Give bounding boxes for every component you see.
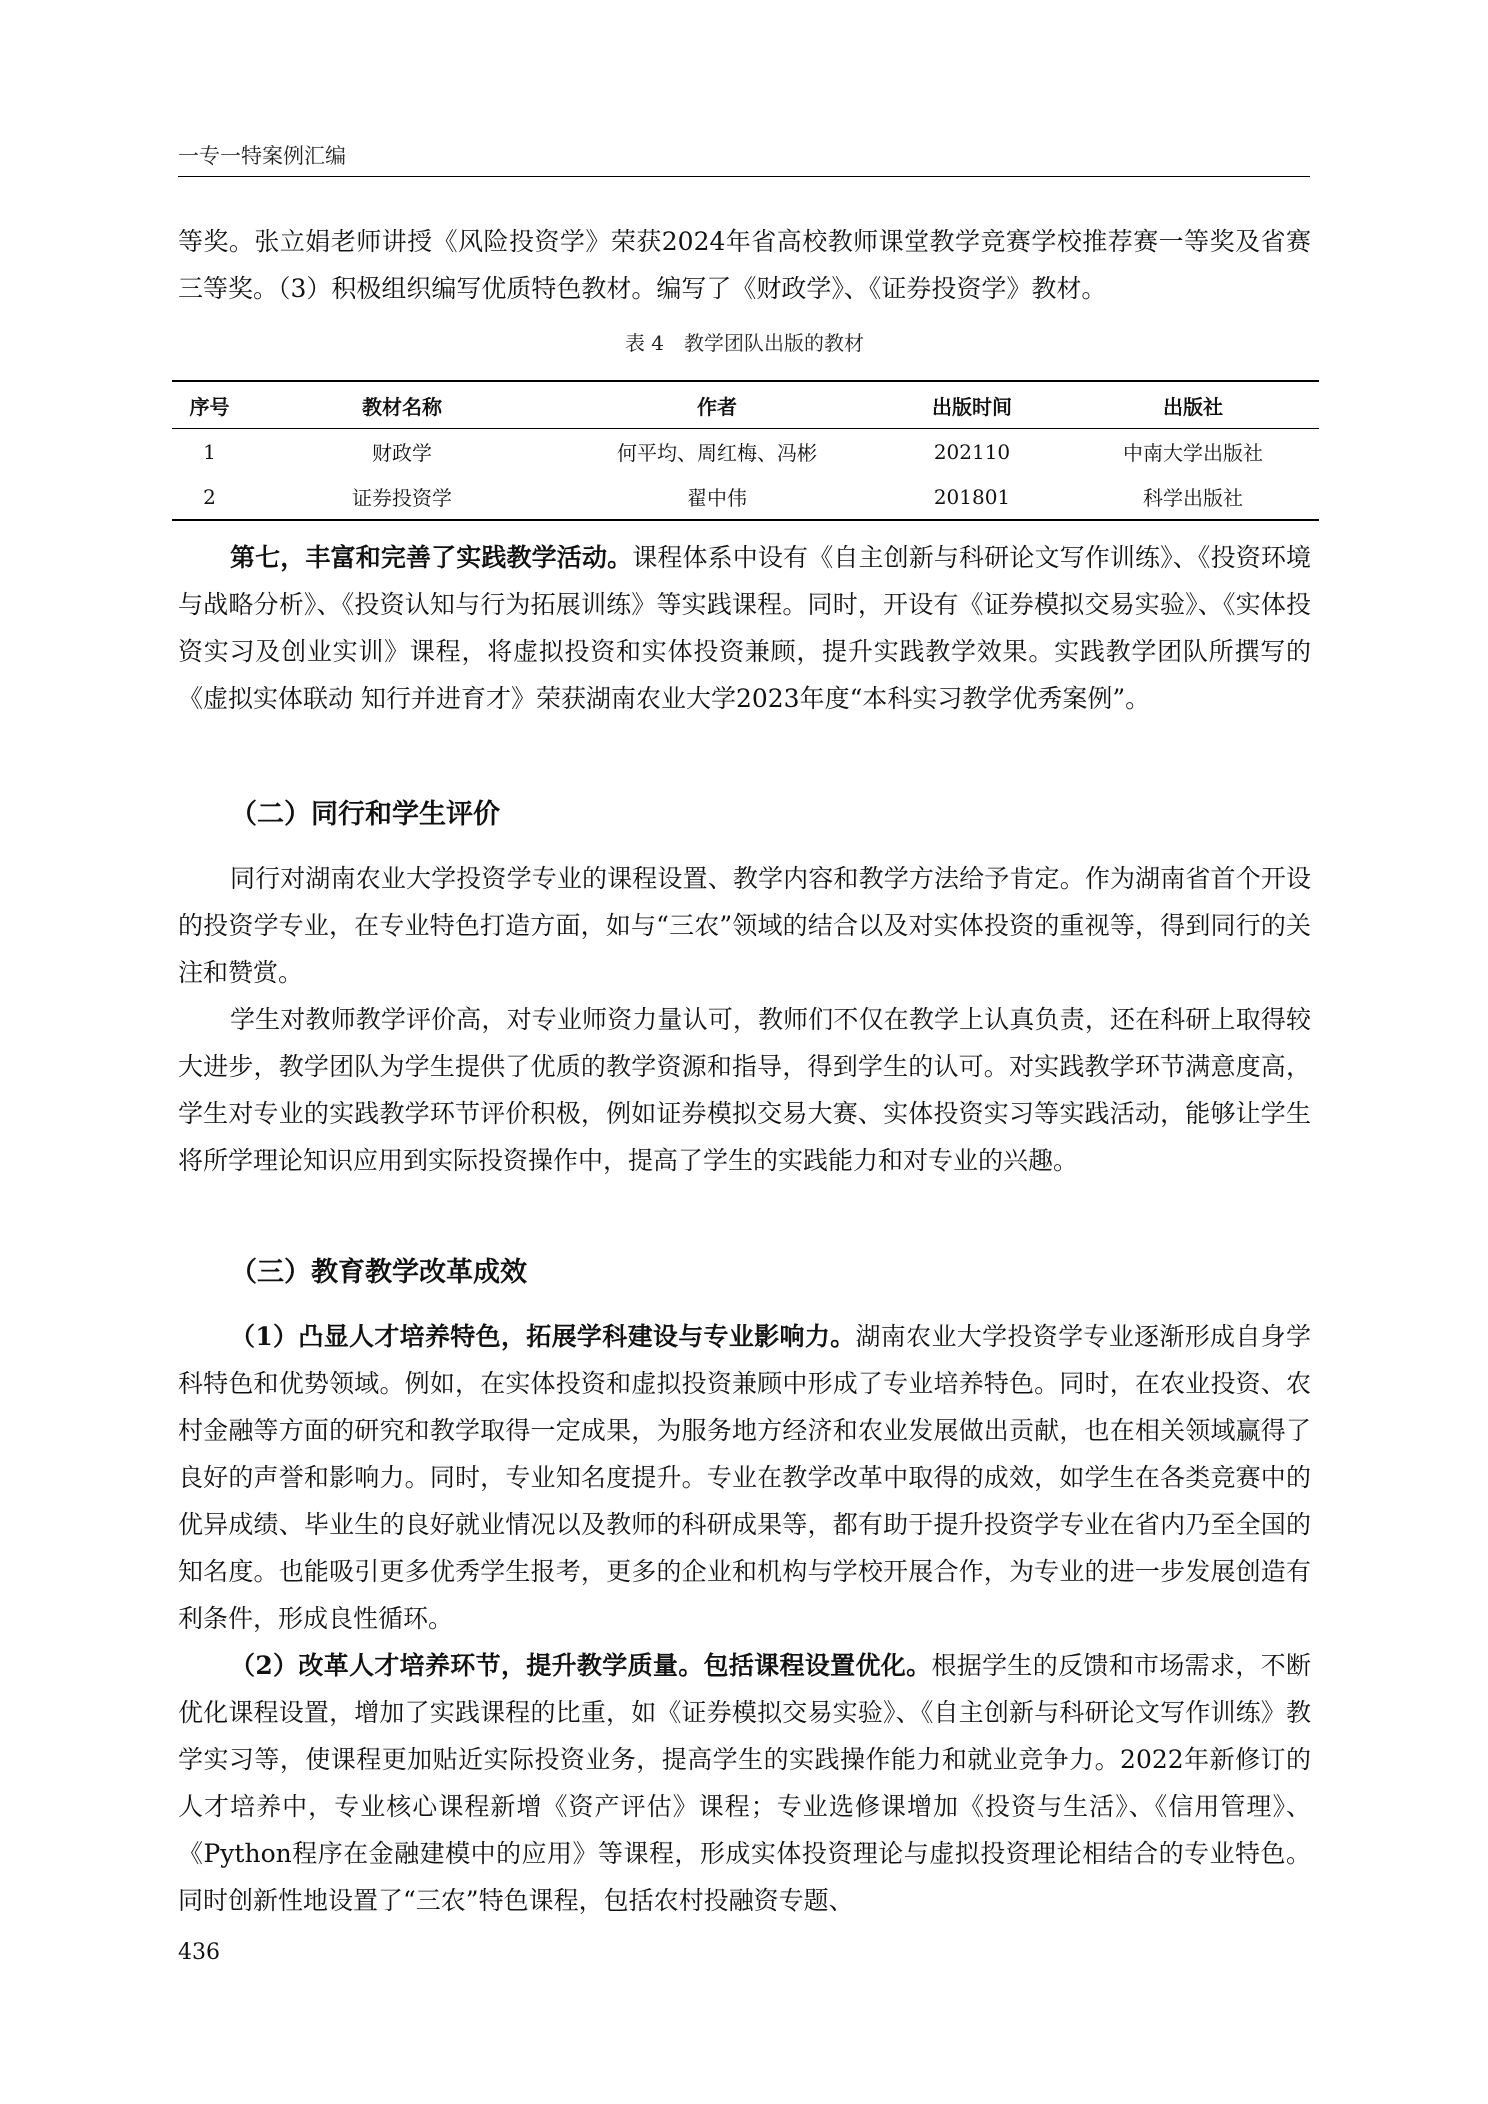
table-row: [172, 474, 1319, 520]
textbook-table: [172, 380, 1319, 521]
students-paragraph: 学生对教师教学评价高，对专业师资力量认可，教师们不仅在教学上认真负责，还在科研上取得较大进步，教学团队为学生提供了优质的教学资源和指导，得到学生的认可。对实践教学环节满意度高，学生对专业的实践教学环节评价积极，例如证券模拟交易大赛、实体投资实习等实践活动，能够让学生将所学理论知识应用到实际投资操作中，提高了学生的实践能力和对专业的兴趣。: [178, 1005, 1311, 1175]
section7-paragraph: [178, 534, 1311, 722]
reform1-body: 湖南农业大学投资学专业逐渐形成自身学科特色和优势领域。例如，在实体投资和虚拟投资兼顾中形成了专业培养特色。同时，在农业投资、农村金融等方面的研究和教学取得一定成果，为服务地方经济和农业发展做出贡献，也在相关领域赢得了良好的声誉和影响力。同时，专业知名度提升。专业在教学改革中取得的成效，如学生在各类竞赛中的优异成绩、毕业生的良好就业情况以及教师的科研成果等，都有助于提升投资学专业在省内乃至全国的知名度。也能吸引更多优秀学生报考，更多的企业和机构与学校开展合作，为专业的进一步发展创造有利条件，形成良性循环。: [178, 1322, 1311, 1633]
table-cell: 证券投资学: [247, 474, 557, 520]
reform2-paragraph: [178, 1642, 1311, 1924]
running-header: 一专一特案例汇编: [178, 140, 1310, 177]
table-cell: 中南大学出版社: [1123, 441, 1263, 465]
peer-paragraph: 同行对湖南农业大学投资学专业的课程设置、教学内容和教学方法给予肯定。作为湖南省首个开设的投资学专业，在专业特色打造方面，如与“三农”领域的结合以及对实体投资的重视等，得到同行的关注和赞赏。: [178, 864, 1311, 987]
reform2-body: 根据学生的反馈和市场需求，不断优化课程设置，增加了实践课程的比重，如《证券模拟交易实验》、《自主创新与科研论文写作训练》教学实习等，使课程更加贴近实际投资业务，提高学生的实践操作能力和就业竞争力。2022年新修订的人才培养中，专业核心课程新增《资产评估》课程；专业选修课增加《投资与生活》、《信用管理》、《Python程序在金融建模中的应用》等课程，形成实体投资理论与虚拟投资理论相结合的专业特色。同时创新性地设置了“三农”特色课程，包括农村投融资专题、: [178, 1651, 1311, 1915]
table-row: [172, 429, 1319, 475]
reform2-lead: （2）改革人才培养环节，提升教学质量。包括课程设置优化。: [230, 1651, 932, 1680]
table-cell: 科学出版社: [1067, 474, 1319, 520]
section7-body: 课程体系中设有《自主创新与科研论文写作训练》、《投资环境与战略分析》、《投资认知与行为拓展训练》等实践课程。同时，开设有《证券模拟交易实验》、《实体投资实习及创业实训》课程，将虚拟投资和实体投资兼顾，提升实践教学效果。实践教学团队所撰写的《虚拟实体联动 知行并进育才》荣获湖南农业大学2023年度“本科实习教学优秀案例”。: [178, 543, 1311, 713]
col-header-author: 作者: [557, 381, 877, 429]
table-cell: 201801: [877, 474, 1067, 520]
table-cell: 何平均、周红梅、冯彬: [617, 441, 817, 465]
table-cell: 1: [203, 439, 216, 464]
table-cell: 翟中伟: [557, 474, 877, 520]
heading-peer-evaluation: （二）同行和学生评价: [230, 799, 500, 830]
table-cell: 2: [172, 474, 247, 520]
heading-reform-results: （三）教育教学改革成效: [230, 1257, 527, 1288]
intro-paragraph: 等奖。张立娟老师讲授《风险投资学》荣获2024年省高校教师课堂教学竞赛学校推荐赛一等奖及省赛三等奖。（3）积极组织编写优质特色教材。编写了《财政学》、《证券投资学》教材。: [178, 227, 1311, 303]
col-header-title: 教材名称: [247, 381, 557, 429]
table-header-row: [172, 381, 1319, 429]
reform1-paragraph: [178, 1313, 1311, 1642]
page-number: 436: [178, 1940, 220, 1965]
table-cell: 202110: [933, 439, 1011, 464]
col-header-index: 序号: [172, 381, 247, 429]
reform1-lead: （1）凸显人才培养特色，拓展学科建设与专业影响力。: [230, 1322, 856, 1351]
section7-lead: 第七，丰富和完善了实践教学活动。: [230, 543, 633, 572]
table-caption: 表 4 教学团队出版的教材: [624, 331, 865, 355]
col-header-publisher: 出版社: [1067, 381, 1319, 429]
col-header-date: 出版时间: [877, 381, 1067, 429]
table-cell: 财政学: [372, 441, 432, 465]
